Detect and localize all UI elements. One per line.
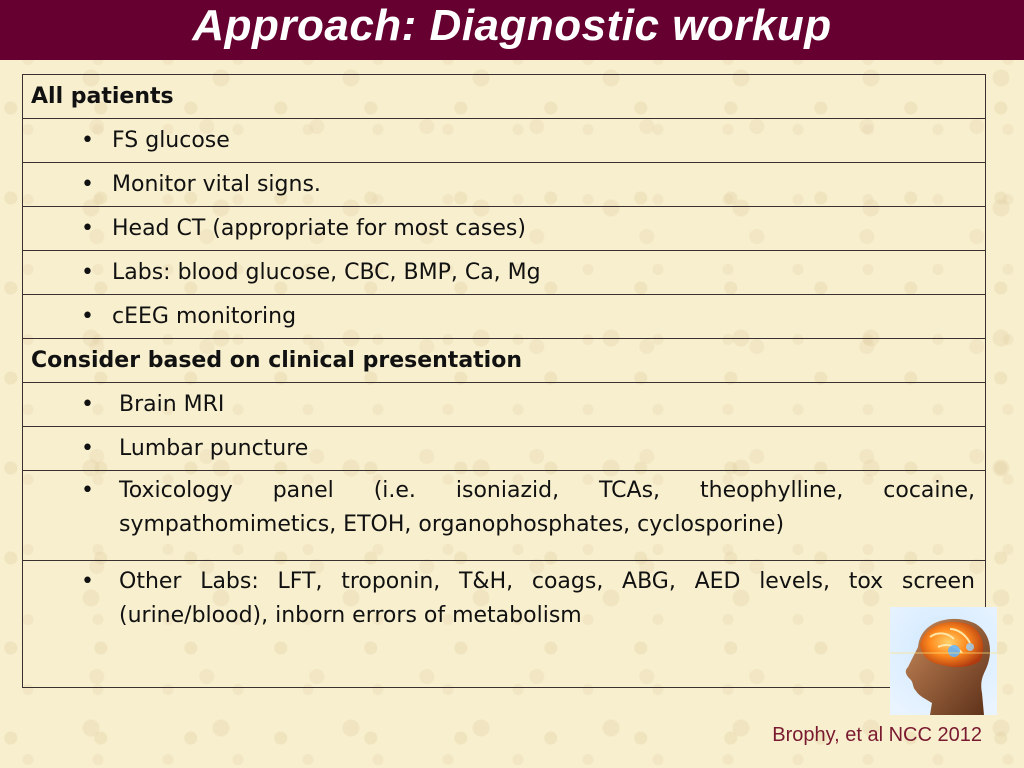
table-row	[23, 207, 986, 251]
list-item	[23, 474, 985, 542]
section-heading-clinical-presentation: Consider based on clinical presentation	[23, 339, 986, 383]
bullet-icon: •	[81, 127, 94, 153]
list-item	[23, 168, 985, 202]
bullet-icon: •	[81, 171, 94, 197]
bullet-icon: •	[81, 259, 94, 285]
bullet-icon: •	[81, 391, 94, 417]
item-text: Toxicology panel (i.e. isoniazid, TCAs, theophylline, cocaine, sympathomimetics, ETOH, organophosphates, cyclosporine)	[119, 478, 975, 537]
table-row	[23, 471, 986, 561]
item-text: cEEG monitoring	[112, 303, 297, 329]
page-title: Approach: Diagnostic workup	[192, 1, 832, 50]
list-item	[23, 388, 985, 422]
table-row	[23, 119, 986, 163]
bullet-icon: •	[81, 303, 94, 329]
title-bar	[0, 0, 1024, 60]
diagnostic-workup-table	[22, 74, 986, 688]
table-row	[23, 383, 986, 427]
list-item	[23, 300, 985, 334]
item-text: Head CT (appropriate for most cases)	[112, 215, 526, 241]
item-text: Other Labs: LFT, troponin, T&H, coags, ABG, AED levels, tox screen (urine/blood), inborn errors of metabolism	[119, 569, 975, 628]
list-item	[23, 432, 985, 466]
item-text: Monitor vital signs.	[112, 171, 321, 197]
citation: Brophy, et al NCC 2012	[772, 724, 982, 746]
table-row	[23, 251, 986, 295]
list-item	[23, 565, 985, 633]
section-heading-all-patients: All patients	[23, 75, 986, 119]
table-row	[23, 295, 986, 339]
table-row	[23, 561, 986, 688]
item-text: FS glucose	[112, 127, 230, 153]
bullet-icon: •	[81, 435, 94, 461]
list-item	[23, 212, 985, 246]
table-row	[23, 75, 986, 119]
table-row	[23, 427, 986, 471]
table-row	[23, 163, 986, 207]
bullet-icon: •	[81, 215, 94, 241]
bullet-icon: •	[81, 478, 94, 503]
item-text: Lumbar puncture	[119, 435, 309, 461]
list-item	[23, 124, 985, 158]
list-item	[23, 256, 985, 290]
item-text: Labs: blood glucose, CBC, BMP, Ca, Mg	[112, 259, 541, 285]
table-row	[23, 339, 986, 383]
brain-scan-head-icon	[890, 607, 997, 715]
bullet-icon: •	[81, 569, 94, 594]
item-text: Brain MRI	[119, 391, 225, 417]
